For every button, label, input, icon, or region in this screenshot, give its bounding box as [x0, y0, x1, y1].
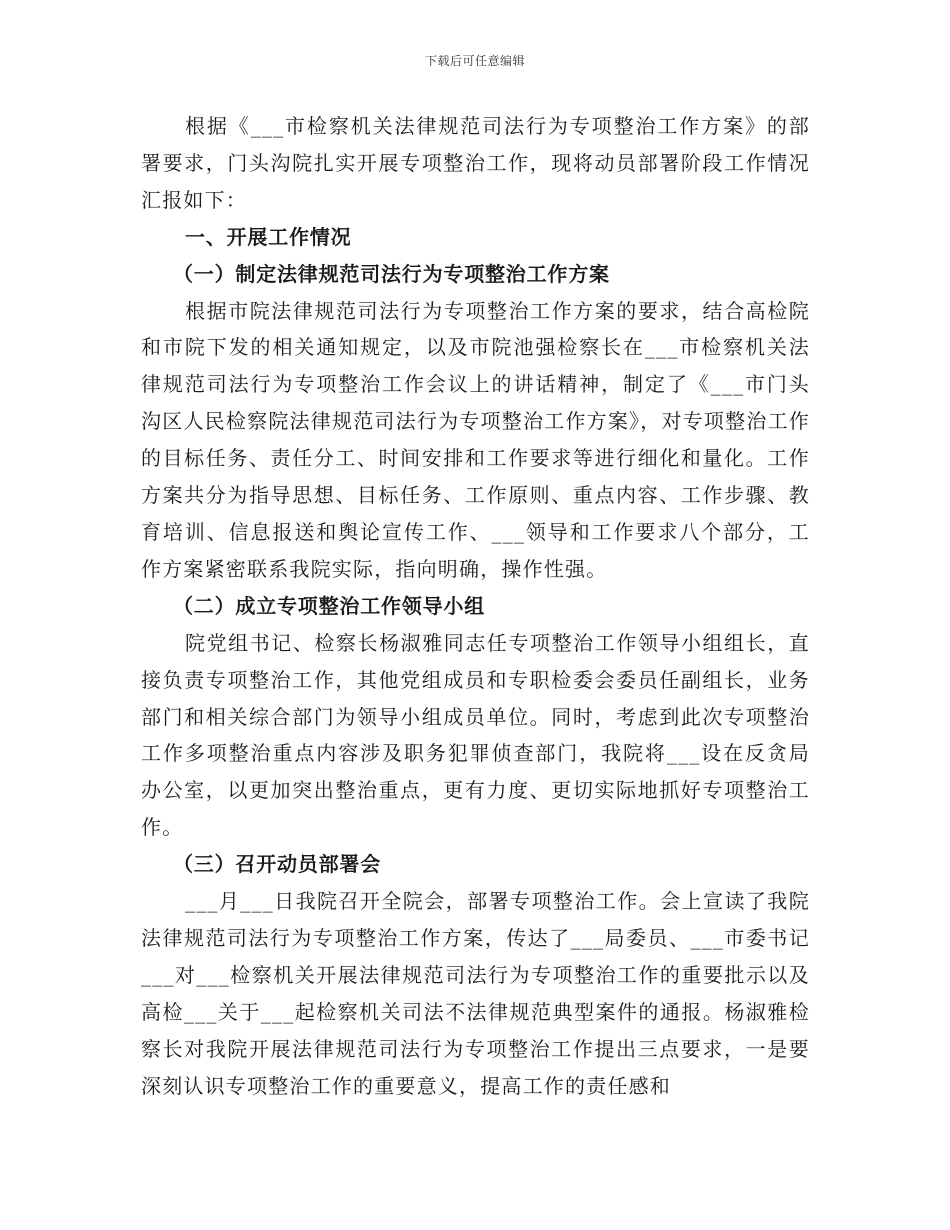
subsection-1-body: 根据市院法律规范司法行为专项整治工作方案的要求，结合高检院和市院下发的相关通知规定，以及市院池强检察长在___市检察机关法律规范司法行为专项整治工作会议上的讲话精神，制定了《___市门头沟区人民检察院法律规范司法行为专项整治工作方案》，对专项整治工作的目标任务、责任分工、时间安排和工作要求等进行细化和量化。工作方案共分为指导思想、目标任务、工作原则、重点内容、工作步骤、教育培训、信息报送和舆论宣传工作、___领导和工作要求八个部分，工作方案紧密联系我院实际，指向明确，操作性强。 [141, 298, 810, 581]
subsection-3-title: （三）召开动员部署会 [173, 852, 381, 877]
document-body [141, 108, 810, 1104]
subsection-1-title: （一）制定法律规范司法行为专项整治工作方案 [173, 261, 610, 286]
subsection-2-title: （二）成立专项整治工作领导小组 [173, 593, 485, 618]
subsection-3-body: ___月___日我院召开全院会，部署专项整治工作。会上宣读了我院法律规范司法行为专项整治工作方案，传达了___局委员、___市委书记___对___检察机关开展法律规范司法行为专项整治工作的重要批示以及高检___关于___起检察机关司法不法律规范典型案件的通报。杨淑雅检察长对我院开展法律规范司法行为专项整治工作提出三点要求，一是要深刻认识专项整治工作的重要意义，提高工作的责任感和 [141, 889, 810, 1098]
intro-paragraph: 根据《___市检察机关法律规范司法行为专项整治工作方案》的部署要求，门头沟院扎实开展专项整治工作，现将动员部署阶段工作情况汇报如下： [141, 114, 810, 212]
subsection-2-body: 院党组书记、检察长杨淑雅同志任专项整治工作领导小组组长，直接负责专项整治工作，其他党组成员和专职检委会委员任副组长，业务部门和相关综合部门为领导小组成员单位。同时，考虑到此次专项整治工作多项整治重点内容涉及职务犯罪侦查部门，我院将___设在反贪局办公室，以更加突出整治重点，更有力度、更切实际地抓好专项整治工作。 [141, 630, 810, 840]
page-header-note: 下载后可任意编辑 [424, 54, 525, 68]
section-1-title: 一、开展工作情况 [185, 224, 352, 249]
